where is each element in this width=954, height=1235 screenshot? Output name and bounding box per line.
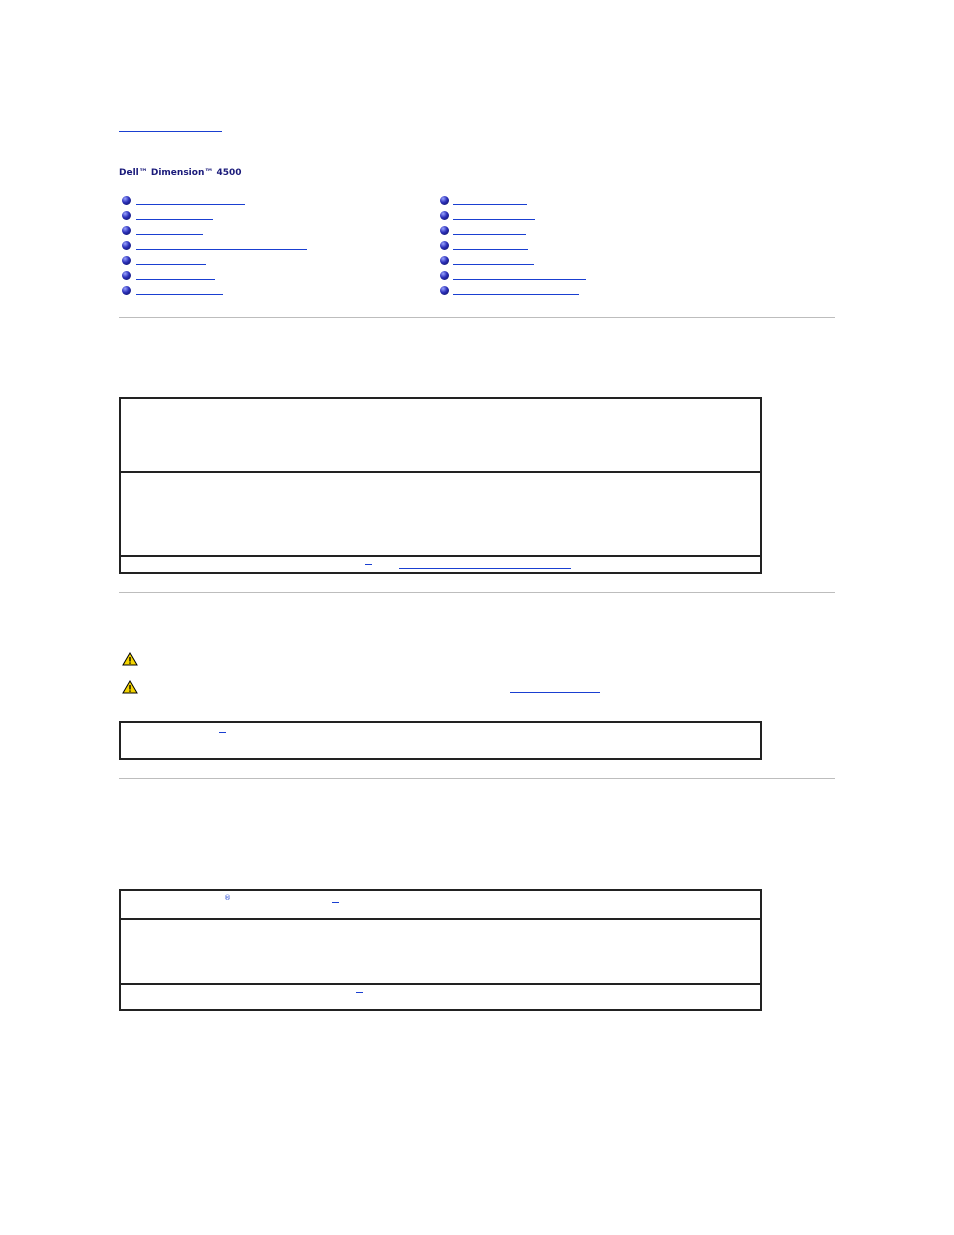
toc-link-2[interactable] <box>136 208 213 220</box>
bullet-icon <box>122 211 131 220</box>
registered-mark: ® <box>224 894 231 902</box>
bullet-icon <box>440 241 449 250</box>
table-divider <box>121 983 760 985</box>
footnote-link[interactable] <box>332 902 339 903</box>
toc-link-5[interactable] <box>136 253 206 265</box>
section-divider <box>119 317 835 318</box>
bullet-icon <box>440 211 449 220</box>
document-title: Dell™ Dimension™ 4500 <box>119 168 242 178</box>
bullet-icon <box>122 241 131 250</box>
toc-link-13[interactable] <box>453 268 586 280</box>
toc-link-1[interactable] <box>136 193 245 205</box>
toc-link-10[interactable] <box>453 223 526 235</box>
toc-link-8[interactable] <box>453 193 527 205</box>
toc-link-7[interactable] <box>136 283 223 295</box>
back-link[interactable] <box>119 117 222 132</box>
bullet-icon <box>440 256 449 265</box>
table-divider <box>121 918 760 920</box>
notice-box <box>119 721 762 760</box>
toc-link-3[interactable] <box>136 223 203 235</box>
toc-link-6[interactable] <box>136 268 215 280</box>
table-divider <box>121 555 760 557</box>
section-divider <box>119 592 835 593</box>
footnote-link[interactable] <box>365 564 372 565</box>
bullet-icon <box>122 256 131 265</box>
footnote-link[interactable] <box>356 992 363 993</box>
toc-link-12[interactable] <box>453 253 534 265</box>
table-divider <box>121 471 760 473</box>
bullet-icon <box>122 286 131 295</box>
notice-table <box>119 397 762 574</box>
bullet-icon <box>122 196 131 205</box>
bullet-icon <box>122 271 131 280</box>
toc-link-11[interactable] <box>453 238 528 250</box>
caution-icon <box>122 680 138 694</box>
bullet-icon <box>440 226 449 235</box>
caution-icon <box>122 652 138 666</box>
footnote-link[interactable] <box>219 732 226 733</box>
toc-link-9[interactable] <box>453 208 535 220</box>
notice-table <box>119 889 762 1011</box>
bullet-icon <box>440 196 449 205</box>
bullet-icon <box>122 226 131 235</box>
table-link[interactable] <box>399 568 571 569</box>
toc-link-4[interactable] <box>136 238 307 250</box>
toc-link-14[interactable] <box>453 283 579 295</box>
bullet-icon <box>440 286 449 295</box>
caution-link[interactable] <box>510 681 600 693</box>
bullet-icon <box>440 271 449 280</box>
section-divider <box>119 778 835 779</box>
